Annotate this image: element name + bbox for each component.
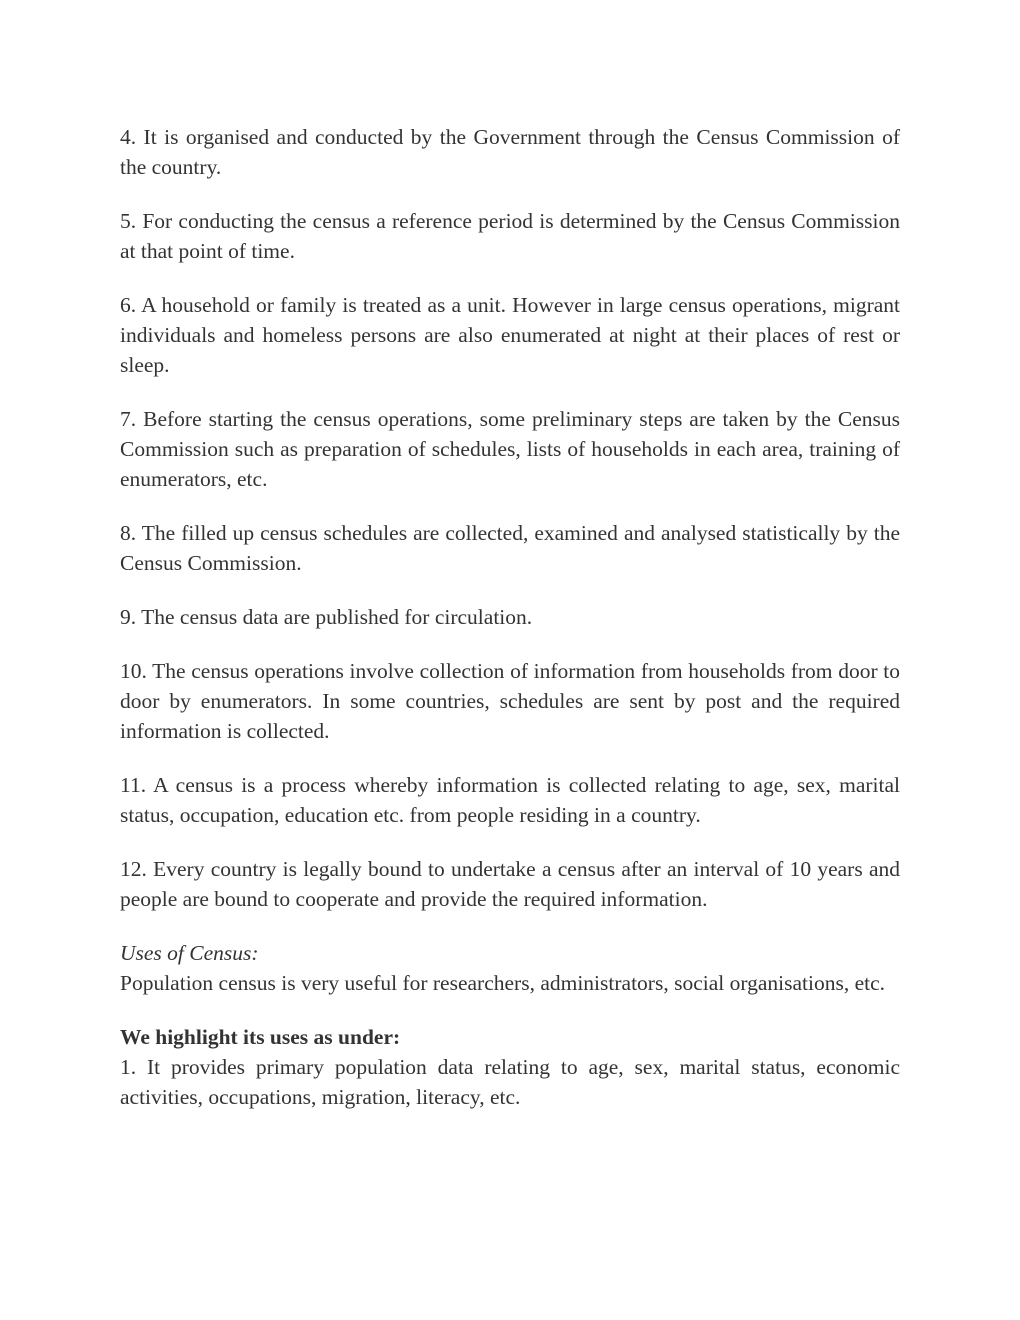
paragraph-item-9: 9. The census data are published for circulation. [120, 605, 533, 629]
highlight-uses-item-1: 1. It provides primary population data relating to age, sex, marital status, economic activities, occupations, migration, literacy, etc. [120, 1055, 900, 1109]
paragraph-item-11: 11. A census is a process whereby information is collected relating to age, sex, marital status, occupation, education etc. from people residing in a country. [120, 773, 900, 827]
paragraph-item-7: 7. Before starting the census operations, some preliminary steps are taken by the Census Commission such as preparation of schedules, lists of households in each area, training of enumerators, etc. [120, 407, 900, 491]
paragraph-item-10: 10. The census operations involve collection of information from households from door to door by enumerators. In some countries, schedules are sent by post and the required information is collected. [120, 659, 900, 743]
paragraph-item-12: 12. Every country is legally bound to undertake a census after an interval of 10 years and people are bound to cooperate and provide the required information. [120, 857, 900, 911]
uses-of-census-section [120, 938, 900, 998]
paragraph-item-5: 5. For conducting the census a reference period is determined by the Census Commission at that point of time. [120, 209, 900, 263]
document-page [120, 122, 900, 1136]
uses-of-census-heading: Uses of Census: [120, 941, 259, 965]
highlight-uses-section [120, 1022, 900, 1112]
paragraph-item-6: 6. A household or family is treated as a unit. However in large census operations, migrant individuals and homeless persons are also enumerated at night at their places of rest or sleep. [120, 293, 900, 377]
highlight-uses-heading: We highlight its uses as under: [120, 1025, 401, 1049]
paragraph-item-4: 4. It is organised and conducted by the Government through the Census Commission of the country. [120, 125, 900, 179]
paragraph-item-8: 8. The filled up census schedules are collected, examined and analysed statistically by the Census Commission. [120, 521, 900, 575]
uses-of-census-text: Population census is very useful for researchers, administrators, social organisations, etc. [120, 971, 886, 995]
